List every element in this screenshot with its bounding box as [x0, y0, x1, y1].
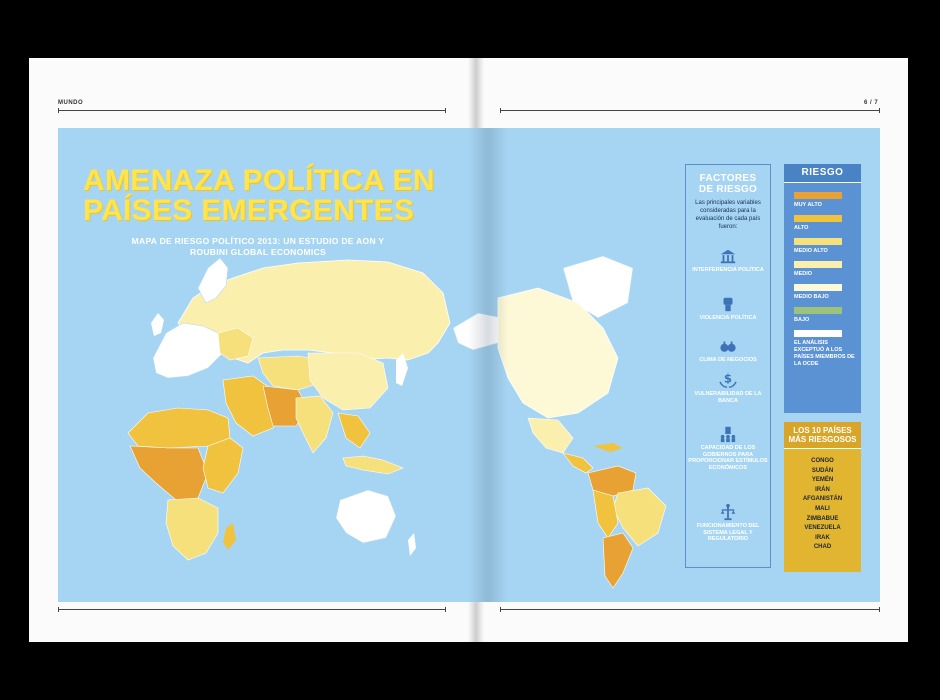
- uk-islands: [151, 313, 164, 336]
- andes-countries: [593, 490, 618, 538]
- legend-swatch-medium-high: [794, 238, 842, 245]
- factor-label: VIOLENCIA POLÍTICA: [699, 315, 757, 321]
- factor-label: CAPACIDAD DE LOS GOBIERNOS PARA PROPORCIONAR ESTÍMULOS ECONÓMICOS: [688, 445, 768, 471]
- bottom-rule-left: [58, 609, 446, 610]
- top10-country: IRÁN: [815, 486, 830, 493]
- east-africa: [203, 438, 243, 493]
- top-rule-left: [58, 110, 446, 111]
- southern-africa: [166, 498, 218, 560]
- argentina-chile: [603, 533, 633, 588]
- factor-item: [686, 425, 770, 471]
- central-america: [563, 453, 593, 473]
- legend-swatch-oecd-excluded: [794, 330, 842, 337]
- raised-fist-icon: [719, 295, 737, 313]
- legend-swatch-medium-low: [794, 284, 842, 291]
- legend-label-medium-high: MEDIO ALTO: [794, 248, 828, 254]
- page-number: 6 / 7: [864, 100, 879, 106]
- west-central-africa: [130, 446, 208, 500]
- southeast-asia: [338, 413, 370, 448]
- title-line-2: PAÍSES EMERGENTES: [83, 194, 415, 227]
- factor-item: [686, 247, 770, 274]
- top10-list: [784, 449, 861, 553]
- new-zealand: [408, 533, 416, 556]
- legend-swatch-high: [794, 215, 842, 222]
- top10-title: LOS 10 PAÍSES MÁS RIESGOSOS: [784, 422, 861, 449]
- madagascar: [223, 523, 236, 550]
- legend-label-medium-low: MEDIO BAJO: [794, 294, 829, 300]
- justice-scales-icon: [719, 503, 737, 521]
- factor-item: [686, 295, 770, 322]
- top10-country: VENEZUELA: [804, 525, 841, 532]
- top10-country: MALI: [815, 505, 830, 512]
- factors-title-line-2: DE RIESGO: [698, 184, 758, 195]
- legend-swatch-low: [794, 307, 842, 314]
- risk-factors-box: [685, 164, 771, 568]
- title-line-1: AMENAZA POLÍTICA EN: [83, 164, 435, 197]
- legend-label-medium: MEDIO: [794, 271, 813, 277]
- legend-swatch-very-high: [794, 192, 842, 199]
- factors-title-line-1: FACTORES: [699, 173, 757, 184]
- map-panel: [58, 128, 880, 602]
- top-rule-right: [500, 110, 880, 111]
- government-building-icon: [719, 247, 737, 265]
- crowd-building-icon: [719, 425, 737, 443]
- mexico: [528, 418, 573, 453]
- indonesia: [343, 456, 403, 474]
- section-label: MUNDO: [58, 100, 84, 106]
- top-10-riskiest-box: [784, 422, 861, 572]
- money-bags-icon: [719, 337, 737, 355]
- factors-intro: Las principales variables consideradas para la evaluación de cada país fueron:: [695, 200, 761, 230]
- north-africa: [128, 408, 230, 448]
- top10-country: SUDÁN: [811, 467, 834, 474]
- legend-title: RIESGO: [784, 164, 861, 183]
- legend-swatch-medium: [794, 261, 842, 268]
- bottom-rule-right: [500, 609, 880, 610]
- top10-country: IRAK: [815, 534, 830, 541]
- legend-label-very-high: MUY ALTO: [794, 202, 822, 208]
- western-europe: [153, 323, 223, 378]
- top10-country: CONGO: [811, 458, 834, 464]
- factors-title: [686, 173, 770, 195]
- legend-label-high: ALTO: [794, 225, 809, 231]
- top10-country: ZIMBABUE: [806, 515, 839, 522]
- factor-label: INTERFERENCIA POLÍTICA: [692, 267, 764, 273]
- factor-item: [686, 371, 770, 404]
- factor-label: VULNERABILIDAD DE LA BANCA: [694, 391, 762, 404]
- legend-label-oecd-excluded: EL ANÁLISIS EXCEPTUÓ A LOS PAÍSES MIEMBROS DE LA OCDE: [794, 340, 855, 367]
- legend-label-low: BAJO: [794, 317, 810, 323]
- svg-text:$: $: [723, 371, 733, 386]
- subtitle-line-2: ROUBINI GLOBAL ECONOMICS: [190, 247, 326, 257]
- australia: [336, 490, 396, 543]
- south-asia: [296, 396, 333, 453]
- factor-item: [686, 337, 770, 364]
- factor-label: FUNCIONAMIENTO DEL SISTEMA LEGAL Y REGULATORIO: [696, 523, 760, 542]
- page-subtitle: [113, 236, 403, 258]
- subtitle-line-1: MAPA DE RIESGO POLÍTICO 2013: UN ESTUDIO DE AON Y: [131, 236, 385, 246]
- top10-country: YEMÉN: [811, 477, 834, 484]
- top10-country: CHAD: [813, 544, 832, 551]
- factor-item: [686, 503, 770, 543]
- dollar-hands-icon: [719, 371, 737, 389]
- page-title: [83, 166, 463, 226]
- risk-legend: [784, 164, 861, 413]
- panel-fold-shadow: [468, 128, 508, 602]
- factor-label: CLIMA DE NEGOCIOS: [699, 357, 757, 363]
- top10-country: AFGANISTÁN: [802, 496, 843, 503]
- caribbean: [593, 443, 623, 452]
